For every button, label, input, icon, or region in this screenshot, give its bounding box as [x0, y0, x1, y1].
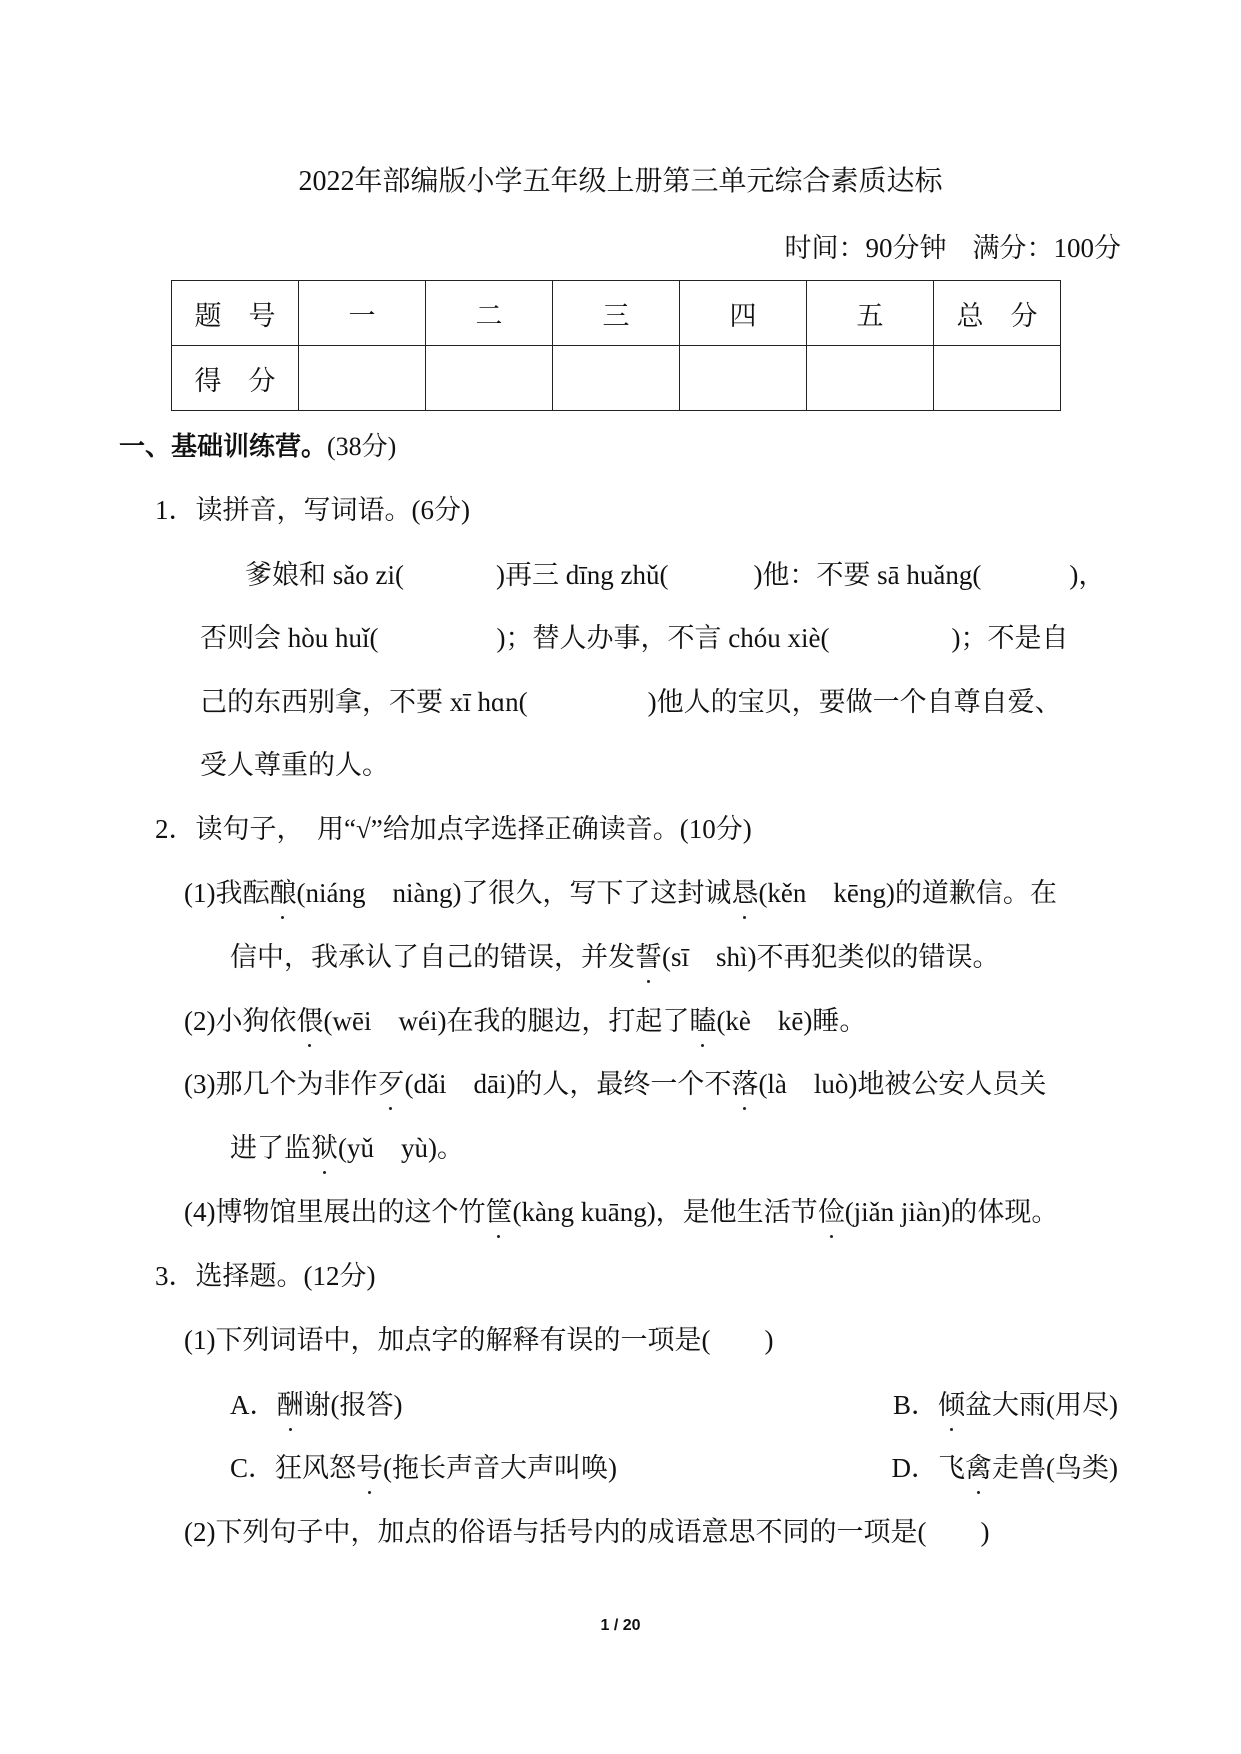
header-cell: 一: [299, 281, 426, 346]
q2-sentence-1-cont: [230, 944, 1000, 971]
dotted-char: 俭: [817, 1197, 845, 1227]
dotted-char: 誓: [635, 942, 662, 972]
q1-text: )他：不要 sā huǎng(: [753, 560, 982, 590]
q1-text: )；不是自: [951, 623, 1069, 653]
header-cell: 二: [426, 281, 553, 346]
q2-sentence-1: [184, 880, 1057, 907]
header-cell: 五: [807, 281, 934, 346]
dotted-char: 偎: [296, 1006, 324, 1036]
pinyin-options[interactable]: (jiǎn jiàn)的体现。: [844, 1197, 1059, 1227]
header-cell: 总 分: [934, 281, 1061, 346]
score-cell[interactable]: [934, 346, 1061, 411]
dotted-char: 筐: [485, 1197, 513, 1227]
dotted-char: 号: [356, 1453, 384, 1483]
pinyin-options[interactable]: (kàng kuāng)，是他生活节: [512, 1197, 818, 1227]
option-text: (拖长声音大声叫唤): [383, 1453, 617, 1483]
q2-sentence-3: [184, 1071, 1046, 1098]
section-points: (38分): [327, 432, 397, 461]
option-c[interactable]: [230, 1455, 617, 1482]
score-cell[interactable]: [807, 346, 934, 411]
question-1-title: 1．读拼音，写词语。(6分): [155, 495, 470, 525]
q2-sentence-4: [184, 1199, 1058, 1226]
option-letter: B．: [893, 1390, 939, 1420]
dotted-char: 狱: [311, 1133, 338, 1163]
q2-sentence-3-cont: [230, 1135, 464, 1162]
pinyin-options[interactable]: (kè kē)睡。: [716, 1006, 867, 1036]
question-2-title: 2．读句子， 用“√”给加点字选择正确读音。(10分): [155, 814, 752, 844]
sentence-text: (4)博物馆里展出的这个竹: [184, 1197, 486, 1227]
q3-sub-2: (2)下列句子中，加点的俗语与括号内的成语意思不同的一项是( ): [184, 1517, 990, 1547]
pinyin-options[interactable]: (dǎi dāi)的人，最终一个不: [404, 1069, 732, 1099]
header-cell: 题 号: [172, 281, 299, 346]
dotted-char: 瞌: [689, 1006, 717, 1036]
dotted-char: 恳: [731, 878, 759, 908]
q1-text: )再三 dīng zhǔ(: [495, 560, 669, 590]
q1-text: 否则会 hòu huǐ(: [200, 623, 379, 653]
q2-sentence-2: [184, 1008, 866, 1035]
q1-text: )，: [1069, 560, 1106, 590]
score-table-header-row: [172, 281, 1061, 346]
q1-text: )；替人办事，不言 chóu xiè(: [496, 623, 830, 653]
option-letter: D．飞: [891, 1453, 966, 1483]
question-3-title: 3．选择题。(12分): [155, 1261, 376, 1291]
pinyin-options[interactable]: (wēi wéi)在我的腿边，打起了: [323, 1006, 690, 1036]
section-label: 一、基础训练营。: [119, 432, 328, 462]
q1-line-1: [245, 562, 1105, 589]
dotted-char: 落: [731, 1069, 759, 1099]
q3-sub-1: (1)下列词语中，加点字的解释有误的一项是( ): [184, 1325, 774, 1355]
score-cell[interactable]: [553, 346, 680, 411]
exam-meta: [785, 235, 1122, 262]
score-cell[interactable]: [680, 346, 807, 411]
dotted-char: 倾: [938, 1390, 966, 1420]
page-title: 2022年部编版小学五年级上册第三单元综合素质达标: [298, 166, 943, 197]
q1-text: 己的东西别拿，不要 xī hɑn(: [200, 687, 528, 717]
option-a[interactable]: [230, 1392, 402, 1419]
header-cell: 三: [553, 281, 680, 346]
pinyin-options[interactable]: (kěn kēng)的道歉信。在: [758, 878, 1057, 908]
q1-text: 爹娘和 sǎo zi(: [245, 560, 404, 590]
score-cell[interactable]: [426, 346, 553, 411]
pinyin-options[interactable]: (yǔ yù)。: [338, 1133, 464, 1163]
pinyin-options[interactable]: (niáng niàng)了很久，写下了这封诚: [296, 878, 732, 908]
section-heading: [119, 434, 396, 460]
row-label: 得 分: [172, 346, 299, 411]
dotted-char: 酿: [269, 878, 297, 908]
option-text: 谢(报答): [303, 1390, 403, 1420]
time-limit: 时间：90分钟: [784, 233, 947, 263]
q1-line-3: [200, 689, 1062, 716]
page-number: 1 / 20: [600, 1617, 641, 1634]
sentence-text: (1)我: [184, 878, 243, 908]
plain-char: 酝: [242, 878, 270, 908]
pinyin-options[interactable]: (là luò)地被公安人员关: [758, 1069, 1047, 1099]
option-letter: A．: [230, 1390, 277, 1420]
sentence-text: 进了监: [230, 1133, 311, 1163]
sentence-text: (2)小狗依: [184, 1006, 297, 1036]
option-text: 走兽(鸟类): [992, 1453, 1118, 1483]
header-cell: 四: [680, 281, 807, 346]
pinyin-options[interactable]: (sī shì)不再犯类似的错误。: [662, 942, 1000, 972]
q1-line-2: [200, 625, 1068, 652]
option-d[interactable]: [892, 1455, 1118, 1482]
score-table-score-row: [172, 346, 1061, 411]
full-score: 满分：100分: [972, 233, 1121, 263]
option-text: 盆大雨(用尽): [965, 1390, 1118, 1420]
q1-text: )他人的宝贝，要做一个自尊自爱、: [647, 687, 1062, 717]
q1-line-4: 受人尊重的人。: [200, 750, 389, 780]
score-cell[interactable]: [299, 346, 426, 411]
sentence-text: (3)那几个为非作: [184, 1069, 378, 1099]
option-letter: C．狂风怒: [230, 1453, 357, 1483]
option-b[interactable]: [893, 1392, 1118, 1419]
dotted-char: 酬: [276, 1390, 304, 1420]
dotted-char: 禽: [965, 1453, 993, 1483]
dotted-char: 歹: [377, 1069, 405, 1099]
score-table: [171, 280, 1061, 411]
sentence-text: 信中，我承认了自己的错误，并发: [230, 942, 635, 972]
